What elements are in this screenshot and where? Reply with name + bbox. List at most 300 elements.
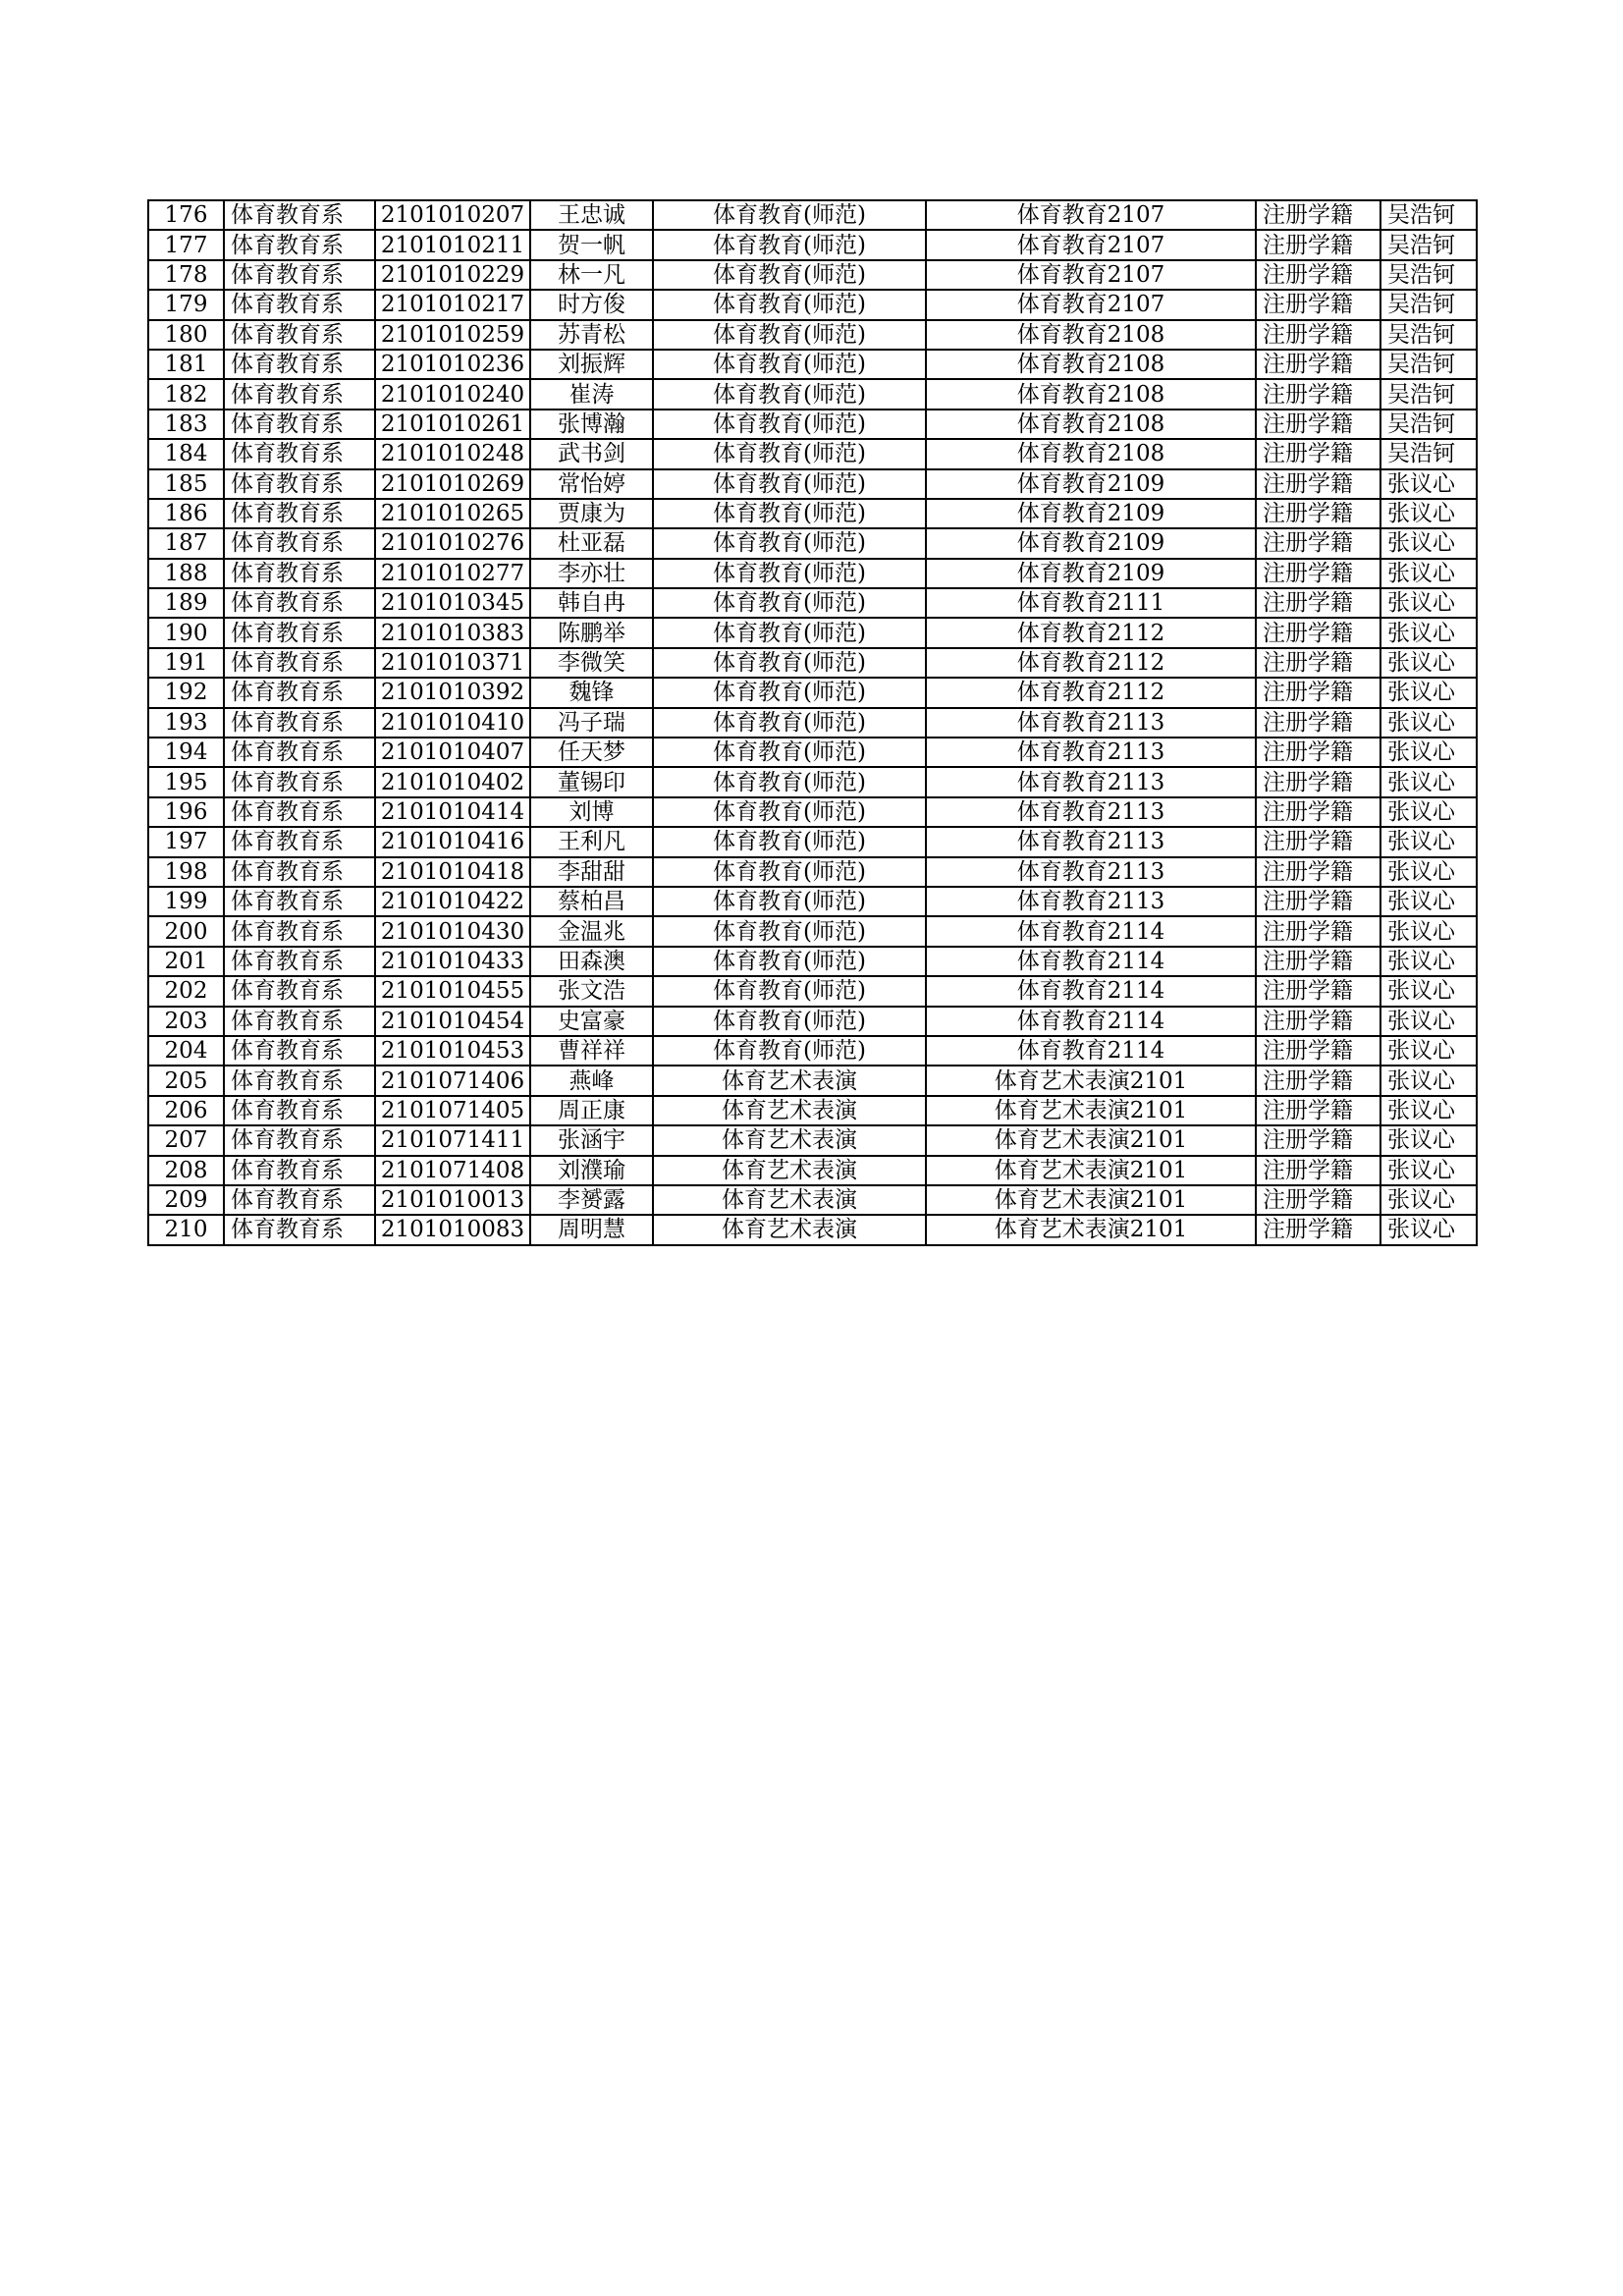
major-cell: 体育教育(师范) (653, 320, 926, 350)
status-cell: 注册学籍 (1256, 1036, 1380, 1066)
department-cell: 体育教育系 (224, 1185, 375, 1215)
class-name-cell: 体育教育2114 (926, 1007, 1256, 1036)
student-id-cell: 2101010261 (375, 410, 530, 439)
department-cell: 体育教育系 (224, 916, 375, 946)
counselor-cell: 张议心 (1380, 947, 1477, 976)
student-name-cell: 贺一帆 (530, 230, 653, 259)
class-name-cell: 体育教育2108 (926, 379, 1256, 409)
student-name-cell: 金温兆 (530, 916, 653, 946)
counselor-cell: 张议心 (1380, 1125, 1477, 1155)
student-name-cell: 刘振辉 (530, 350, 653, 379)
row-number-cell: 176 (148, 200, 224, 230)
counselor-cell: 张议心 (1380, 1215, 1477, 1244)
student-name-cell: 张文浩 (530, 976, 653, 1006)
student-name-cell: 王忠诚 (530, 200, 653, 230)
student-name-cell: 陈鹏举 (530, 618, 653, 647)
table-row (148, 1096, 1477, 1125)
row-number-cell: 200 (148, 916, 224, 946)
row-number-cell: 192 (148, 678, 224, 707)
student-id-cell: 2101071408 (375, 1156, 530, 1185)
table-row (148, 767, 1477, 796)
counselor-cell: 张议心 (1380, 1007, 1477, 1036)
counselor-cell: 吴浩钶 (1380, 350, 1477, 379)
department-cell: 体育教育系 (224, 648, 375, 678)
department-cell: 体育教育系 (224, 887, 375, 916)
row-number-cell: 186 (148, 499, 224, 528)
row-number-cell: 189 (148, 588, 224, 618)
table-row (148, 499, 1477, 528)
department-cell: 体育教育系 (224, 1036, 375, 1066)
major-cell: 体育教育(师范) (653, 439, 926, 468)
department-cell: 体育教育系 (224, 588, 375, 618)
status-cell: 注册学籍 (1256, 410, 1380, 439)
table-row (148, 588, 1477, 618)
student-id-cell: 2101010433 (375, 947, 530, 976)
class-name-cell: 体育教育2113 (926, 738, 1256, 767)
student-id-cell: 2101010371 (375, 648, 530, 678)
row-number-cell: 187 (148, 528, 224, 558)
row-number-cell: 180 (148, 320, 224, 350)
status-cell: 注册学籍 (1256, 439, 1380, 468)
table-row (148, 1185, 1477, 1215)
major-cell: 体育教育(师范) (653, 469, 926, 499)
row-number-cell: 201 (148, 947, 224, 976)
row-number-cell: 209 (148, 1185, 224, 1215)
class-name-cell: 体育教育2113 (926, 857, 1256, 887)
department-cell: 体育教育系 (224, 528, 375, 558)
status-cell: 注册学籍 (1256, 290, 1380, 319)
department-cell: 体育教育系 (224, 1007, 375, 1036)
major-cell: 体育教育(师范) (653, 976, 926, 1006)
class-name-cell: 体育教育2113 (926, 797, 1256, 827)
student-id-cell: 2101010345 (375, 588, 530, 618)
class-name-cell: 体育教育2109 (926, 469, 1256, 499)
row-number-cell: 205 (148, 1066, 224, 1095)
student-id-cell: 2101010248 (375, 439, 530, 468)
department-cell: 体育教育系 (224, 767, 375, 796)
student-name-cell: 武书剑 (530, 439, 653, 468)
status-cell: 注册学籍 (1256, 857, 1380, 887)
department-cell: 体育教育系 (224, 1066, 375, 1095)
table-row (148, 738, 1477, 767)
row-number-cell: 199 (148, 887, 224, 916)
department-cell: 体育教育系 (224, 499, 375, 528)
department-cell: 体育教育系 (224, 260, 375, 290)
table-row (148, 439, 1477, 468)
student-id-cell: 2101010383 (375, 618, 530, 647)
student-name-cell: 田森澳 (530, 947, 653, 976)
status-cell: 注册学籍 (1256, 1096, 1380, 1125)
student-id-cell: 2101071406 (375, 1066, 530, 1095)
student-name-cell: 韩自冉 (530, 588, 653, 618)
status-cell: 注册学籍 (1256, 1215, 1380, 1244)
department-cell: 体育教育系 (224, 559, 375, 588)
status-cell: 注册学籍 (1256, 469, 1380, 499)
class-name-cell: 体育艺术表演2101 (926, 1096, 1256, 1125)
department-cell: 体育教育系 (224, 410, 375, 439)
student-id-cell: 2101010265 (375, 499, 530, 528)
student-id-cell: 2101010083 (375, 1215, 530, 1244)
class-name-cell: 体育教育2109 (926, 528, 1256, 558)
table-row (148, 827, 1477, 856)
table-row (148, 350, 1477, 379)
class-name-cell: 体育教育2113 (926, 708, 1256, 738)
major-cell: 体育教育(师范) (653, 618, 926, 647)
student-name-cell: 曹祥祥 (530, 1036, 653, 1066)
counselor-cell: 吴浩钶 (1380, 379, 1477, 409)
class-name-cell: 体育教育2114 (926, 976, 1256, 1006)
counselor-cell: 张议心 (1380, 1066, 1477, 1095)
counselor-cell: 张议心 (1380, 678, 1477, 707)
major-cell: 体育艺术表演 (653, 1185, 926, 1215)
class-name-cell: 体育教育2114 (926, 947, 1256, 976)
student-name-cell: 冯子瑞 (530, 708, 653, 738)
table-row (148, 708, 1477, 738)
table-row (148, 976, 1477, 1006)
counselor-cell: 张议心 (1380, 1096, 1477, 1125)
row-number-cell: 202 (148, 976, 224, 1006)
student-id-cell: 2101010259 (375, 320, 530, 350)
student-id-cell: 2101010453 (375, 1036, 530, 1066)
status-cell: 注册学籍 (1256, 797, 1380, 827)
student-id-cell: 2101010277 (375, 559, 530, 588)
status-cell: 注册学籍 (1256, 230, 1380, 259)
department-cell: 体育教育系 (224, 1125, 375, 1155)
major-cell: 体育教育(师范) (653, 499, 926, 528)
counselor-cell: 张议心 (1380, 469, 1477, 499)
counselor-cell: 张议心 (1380, 528, 1477, 558)
student-id-cell: 2101010407 (375, 738, 530, 767)
counselor-cell: 张议心 (1380, 976, 1477, 1006)
class-name-cell: 体育教育2112 (926, 678, 1256, 707)
class-name-cell: 体育教育2108 (926, 350, 1256, 379)
status-cell: 注册学籍 (1256, 260, 1380, 290)
student-name-cell: 苏青松 (530, 320, 653, 350)
major-cell: 体育教育(师范) (653, 528, 926, 558)
major-cell: 体育教育(师范) (653, 857, 926, 887)
status-cell: 注册学籍 (1256, 678, 1380, 707)
student-id-cell: 2101010414 (375, 797, 530, 827)
class-name-cell: 体育教育2113 (926, 887, 1256, 916)
department-cell: 体育教育系 (224, 439, 375, 468)
department-cell: 体育教育系 (224, 618, 375, 647)
department-cell: 体育教育系 (224, 1215, 375, 1244)
table-row (148, 887, 1477, 916)
table-row (148, 648, 1477, 678)
class-name-cell: 体育教育2107 (926, 260, 1256, 290)
status-cell: 注册学籍 (1256, 200, 1380, 230)
table-row (148, 230, 1477, 259)
status-cell: 注册学籍 (1256, 976, 1380, 1006)
counselor-cell: 吴浩钶 (1380, 410, 1477, 439)
row-number-cell: 181 (148, 350, 224, 379)
counselor-cell: 吴浩钶 (1380, 230, 1477, 259)
student-id-cell: 2101071405 (375, 1096, 530, 1125)
table-row (148, 678, 1477, 707)
row-number-cell: 210 (148, 1215, 224, 1244)
student-id-cell: 2101071411 (375, 1125, 530, 1155)
class-name-cell: 体育教育2114 (926, 916, 1256, 946)
student-id-cell: 2101010418 (375, 857, 530, 887)
table-row (148, 618, 1477, 647)
student-name-cell: 李甜甜 (530, 857, 653, 887)
status-cell: 注册学籍 (1256, 1066, 1380, 1095)
table-row (148, 857, 1477, 887)
table-row (148, 200, 1477, 230)
class-name-cell: 体育艺术表演2101 (926, 1125, 1256, 1155)
major-cell: 体育教育(师范) (653, 887, 926, 916)
counselor-cell: 张议心 (1380, 887, 1477, 916)
row-number-cell: 191 (148, 648, 224, 678)
student-id-cell: 2101010269 (375, 469, 530, 499)
counselor-cell: 张议心 (1380, 797, 1477, 827)
counselor-cell: 吴浩钶 (1380, 290, 1477, 319)
department-cell: 体育教育系 (224, 230, 375, 259)
student-name-cell: 魏锋 (530, 678, 653, 707)
status-cell: 注册学籍 (1256, 379, 1380, 409)
student-name-cell: 董锡印 (530, 767, 653, 796)
class-name-cell: 体育教育2109 (926, 499, 1256, 528)
student-name-cell: 贾康为 (530, 499, 653, 528)
department-cell: 体育教育系 (224, 1156, 375, 1185)
department-cell: 体育教育系 (224, 678, 375, 707)
major-cell: 体育教育(师范) (653, 230, 926, 259)
row-number-cell: 197 (148, 827, 224, 856)
class-name-cell: 体育教育2108 (926, 320, 1256, 350)
counselor-cell: 张议心 (1380, 1185, 1477, 1215)
table-row (148, 528, 1477, 558)
row-number-cell: 204 (148, 1036, 224, 1066)
major-cell: 体育教育(师范) (653, 1007, 926, 1036)
class-name-cell: 体育教育2108 (926, 410, 1256, 439)
row-number-cell: 195 (148, 767, 224, 796)
class-name-cell: 体育艺术表演2101 (926, 1185, 1256, 1215)
major-cell: 体育教育(师范) (653, 1036, 926, 1066)
class-name-cell: 体育教育2113 (926, 767, 1256, 796)
department-cell: 体育教育系 (224, 379, 375, 409)
department-cell: 体育教育系 (224, 797, 375, 827)
status-cell: 注册学籍 (1256, 827, 1380, 856)
table-row (148, 1007, 1477, 1036)
status-cell: 注册学籍 (1256, 1007, 1380, 1036)
table-row (148, 320, 1477, 350)
major-cell: 体育教育(师范) (653, 797, 926, 827)
student-name-cell: 周正康 (530, 1096, 653, 1125)
row-number-cell: 185 (148, 469, 224, 499)
row-number-cell: 182 (148, 379, 224, 409)
table-row (148, 1066, 1477, 1095)
department-cell: 体育教育系 (224, 827, 375, 856)
counselor-cell: 张议心 (1380, 857, 1477, 887)
department-cell: 体育教育系 (224, 290, 375, 319)
row-number-cell: 179 (148, 290, 224, 319)
table-row (148, 1125, 1477, 1155)
table-row (148, 410, 1477, 439)
row-number-cell: 183 (148, 410, 224, 439)
student-id-cell: 2101010013 (375, 1185, 530, 1215)
student-id-cell: 2101010392 (375, 678, 530, 707)
row-number-cell: 203 (148, 1007, 224, 1036)
class-name-cell: 体育艺术表演2101 (926, 1156, 1256, 1185)
class-name-cell: 体育教育2107 (926, 230, 1256, 259)
major-cell: 体育教育(师范) (653, 290, 926, 319)
student-id-cell: 2101010229 (375, 260, 530, 290)
table-body (148, 200, 1477, 1245)
class-name-cell: 体育教育2107 (926, 290, 1256, 319)
student-name-cell: 刘濮瑜 (530, 1156, 653, 1185)
table-row (148, 290, 1477, 319)
counselor-cell: 张议心 (1380, 916, 1477, 946)
department-cell: 体育教育系 (224, 857, 375, 887)
status-cell: 注册学籍 (1256, 887, 1380, 916)
status-cell: 注册学籍 (1256, 738, 1380, 767)
student-name-cell: 李微笑 (530, 648, 653, 678)
major-cell: 体育艺术表演 (653, 1096, 926, 1125)
table-row (148, 1215, 1477, 1244)
status-cell: 注册学籍 (1256, 767, 1380, 796)
student-name-cell: 刘博 (530, 797, 653, 827)
student-name-cell: 周明慧 (530, 1215, 653, 1244)
major-cell: 体育教育(师范) (653, 379, 926, 409)
major-cell: 体育教育(师范) (653, 708, 926, 738)
row-number-cell: 177 (148, 230, 224, 259)
status-cell: 注册学籍 (1256, 947, 1380, 976)
major-cell: 体育艺术表演 (653, 1066, 926, 1095)
counselor-cell: 吴浩钶 (1380, 320, 1477, 350)
row-number-cell: 178 (148, 260, 224, 290)
student-name-cell: 蔡柏昌 (530, 887, 653, 916)
class-name-cell: 体育教育2111 (926, 588, 1256, 618)
class-name-cell: 体育教育2109 (926, 559, 1256, 588)
student-registration-table (147, 199, 1478, 1246)
student-id-cell: 2101010211 (375, 230, 530, 259)
class-name-cell: 体育教育2107 (926, 200, 1256, 230)
student-name-cell: 张博瀚 (530, 410, 653, 439)
counselor-cell: 吴浩钶 (1380, 200, 1477, 230)
student-name-cell: 任天梦 (530, 738, 653, 767)
major-cell: 体育教育(师范) (653, 738, 926, 767)
counselor-cell: 张议心 (1380, 499, 1477, 528)
status-cell: 注册学籍 (1256, 350, 1380, 379)
major-cell: 体育艺术表演 (653, 1125, 926, 1155)
major-cell: 体育教育(师范) (653, 767, 926, 796)
student-name-cell: 李赟露 (530, 1185, 653, 1215)
counselor-cell: 张议心 (1380, 767, 1477, 796)
department-cell: 体育教育系 (224, 1096, 375, 1125)
department-cell: 体育教育系 (224, 947, 375, 976)
counselor-cell: 张议心 (1380, 738, 1477, 767)
student-id-cell: 2101010422 (375, 887, 530, 916)
table-row (148, 260, 1477, 290)
student-name-cell: 燕峰 (530, 1066, 653, 1095)
student-id-cell: 2101010217 (375, 290, 530, 319)
counselor-cell: 张议心 (1380, 1036, 1477, 1066)
department-cell: 体育教育系 (224, 320, 375, 350)
status-cell: 注册学籍 (1256, 588, 1380, 618)
table-row (148, 559, 1477, 588)
major-cell: 体育教育(师范) (653, 200, 926, 230)
status-cell: 注册学籍 (1256, 618, 1380, 647)
student-name-cell: 张涵宇 (530, 1125, 653, 1155)
counselor-cell: 张议心 (1380, 708, 1477, 738)
major-cell: 体育教育(师范) (653, 559, 926, 588)
department-cell: 体育教育系 (224, 200, 375, 230)
status-cell: 注册学籍 (1256, 559, 1380, 588)
counselor-cell: 张议心 (1380, 827, 1477, 856)
student-id-cell: 2101010402 (375, 767, 530, 796)
counselor-cell: 吴浩钶 (1380, 260, 1477, 290)
major-cell: 体育教育(师范) (653, 350, 926, 379)
row-number-cell: 196 (148, 797, 224, 827)
row-number-cell: 208 (148, 1156, 224, 1185)
counselor-cell: 张议心 (1380, 559, 1477, 588)
major-cell: 体育教育(师范) (653, 410, 926, 439)
row-number-cell: 184 (148, 439, 224, 468)
student-id-cell: 2101010240 (375, 379, 530, 409)
status-cell: 注册学籍 (1256, 320, 1380, 350)
table-row (148, 469, 1477, 499)
student-id-cell: 2101010454 (375, 1007, 530, 1036)
row-number-cell: 190 (148, 618, 224, 647)
student-id-cell: 2101010430 (375, 916, 530, 946)
department-cell: 体育教育系 (224, 708, 375, 738)
status-cell: 注册学籍 (1256, 1125, 1380, 1155)
table-row (148, 1036, 1477, 1066)
class-name-cell: 体育教育2112 (926, 618, 1256, 647)
student-id-cell: 2101010416 (375, 827, 530, 856)
student-id-cell: 2101010455 (375, 976, 530, 1006)
table-row (148, 1156, 1477, 1185)
row-number-cell: 194 (148, 738, 224, 767)
row-number-cell: 207 (148, 1125, 224, 1155)
major-cell: 体育教育(师范) (653, 260, 926, 290)
row-number-cell: 193 (148, 708, 224, 738)
department-cell: 体育教育系 (224, 976, 375, 1006)
status-cell: 注册学籍 (1256, 528, 1380, 558)
table-row (148, 916, 1477, 946)
student-name-cell: 李亦壮 (530, 559, 653, 588)
class-name-cell: 体育教育2112 (926, 648, 1256, 678)
table-row (148, 379, 1477, 409)
student-name-cell: 林一凡 (530, 260, 653, 290)
row-number-cell: 198 (148, 857, 224, 887)
student-name-cell: 时方俊 (530, 290, 653, 319)
status-cell: 注册学籍 (1256, 648, 1380, 678)
student-id-cell: 2101010410 (375, 708, 530, 738)
student-name-cell: 王利凡 (530, 827, 653, 856)
class-name-cell: 体育教育2114 (926, 1036, 1256, 1066)
major-cell: 体育教育(师范) (653, 947, 926, 976)
student-name-cell: 杜亚磊 (530, 528, 653, 558)
counselor-cell: 张议心 (1380, 618, 1477, 647)
major-cell: 体育教育(师范) (653, 678, 926, 707)
table-row (148, 947, 1477, 976)
counselor-cell: 张议心 (1380, 588, 1477, 618)
class-name-cell: 体育艺术表演2101 (926, 1215, 1256, 1244)
student-name-cell: 崔涛 (530, 379, 653, 409)
student-id-cell: 2101010207 (375, 200, 530, 230)
row-number-cell: 206 (148, 1096, 224, 1125)
department-cell: 体育教育系 (224, 738, 375, 767)
major-cell: 体育艺术表演 (653, 1156, 926, 1185)
major-cell: 体育教育(师范) (653, 588, 926, 618)
student-name-cell: 史富豪 (530, 1007, 653, 1036)
class-name-cell: 体育艺术表演2101 (926, 1066, 1256, 1095)
student-id-cell: 2101010236 (375, 350, 530, 379)
status-cell: 注册学籍 (1256, 916, 1380, 946)
row-number-cell: 188 (148, 559, 224, 588)
major-cell: 体育教育(师范) (653, 827, 926, 856)
